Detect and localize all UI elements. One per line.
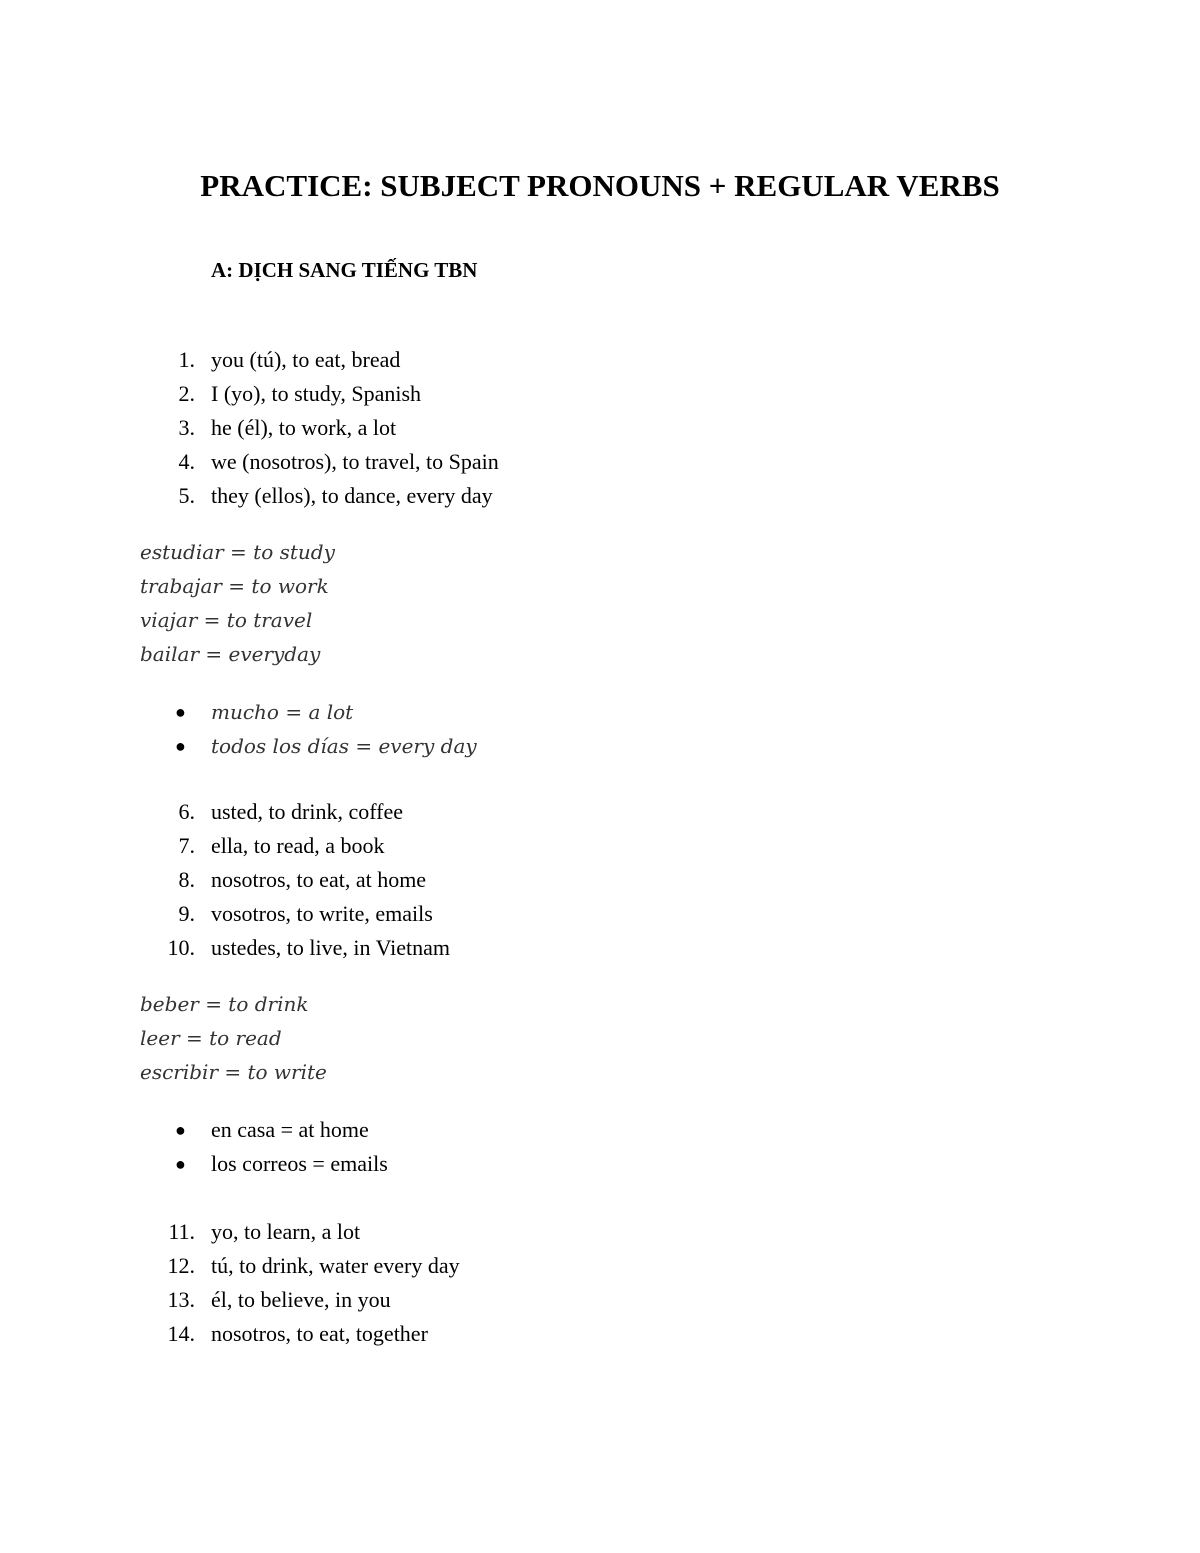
item-text: ustedes, to live, in Vietnam (211, 935, 451, 960)
bullet-icon: ● (175, 736, 186, 756)
item-number: 6. (178, 799, 195, 824)
item-text: you (tú), to eat, bread (211, 347, 401, 372)
item-text: I (yo), to study, Spanish (211, 381, 422, 406)
vocab-item: escribir = to write (140, 1060, 327, 1084)
item-text: we (nosotros), to travel, to Spain (211, 449, 499, 474)
item-number: 14. (167, 1321, 195, 1346)
item-number: 13. (167, 1287, 195, 1312)
item-text: yo, to learn, a lot (211, 1219, 361, 1244)
item-text: they (ellos), to dance, every day (211, 483, 493, 508)
item-number: 2. (178, 381, 195, 406)
item-number: 11. (168, 1219, 195, 1244)
item-text: usted, to drink, coffee (211, 799, 404, 824)
item-text: él, to believe, in you (211, 1287, 391, 1312)
vocab-item: estudiar = to study (140, 540, 335, 564)
page-title: PRACTICE: SUBJECT PRONOUNS + REGULAR VERBS (200, 168, 1000, 203)
item-number: 1. (178, 347, 195, 372)
bullet-text: los correos = emails (211, 1151, 388, 1176)
item-number: 5. (178, 483, 195, 508)
item-text: nosotros, to eat, together (211, 1321, 428, 1346)
bullet-text: mucho = a lot (211, 700, 354, 724)
item-number: 10. (167, 935, 195, 960)
item-number: 9. (178, 901, 195, 926)
item-text: nosotros, to eat, at home (211, 867, 427, 892)
item-text: he (él), to work, a lot (211, 415, 397, 440)
item-number: 8. (178, 867, 195, 892)
bullet-icon: ● (175, 1120, 186, 1140)
bullet-icon: ● (175, 1154, 186, 1174)
vocab-item: viajar = to travel (140, 608, 313, 632)
item-text: vosotros, to write, emails (211, 901, 433, 926)
item-number: 3. (178, 415, 195, 440)
vocab-item: beber = to drink (140, 992, 309, 1016)
bullet-text: todos los días = every day (211, 734, 477, 758)
vocabulary-list-1 (140, 535, 335, 671)
vocab-item: trabajar = to work (140, 574, 329, 598)
item-number: 12. (167, 1253, 195, 1278)
item-number: 7. (178, 833, 195, 858)
item-text: ella, to read, a book (211, 833, 385, 858)
item-text: tú, to drink, water every day (211, 1253, 460, 1278)
section-heading: A: DỊCH SANG TIẾNG TBN (211, 258, 478, 282)
item-number: 4. (178, 449, 195, 474)
bullet-text: en casa = at home (211, 1117, 369, 1142)
vocabulary-list-2 (140, 987, 327, 1089)
vocab-item: bailar = everyday (140, 642, 321, 666)
vocab-item: leer = to read (140, 1026, 282, 1050)
bullet-icon: ● (175, 702, 186, 722)
